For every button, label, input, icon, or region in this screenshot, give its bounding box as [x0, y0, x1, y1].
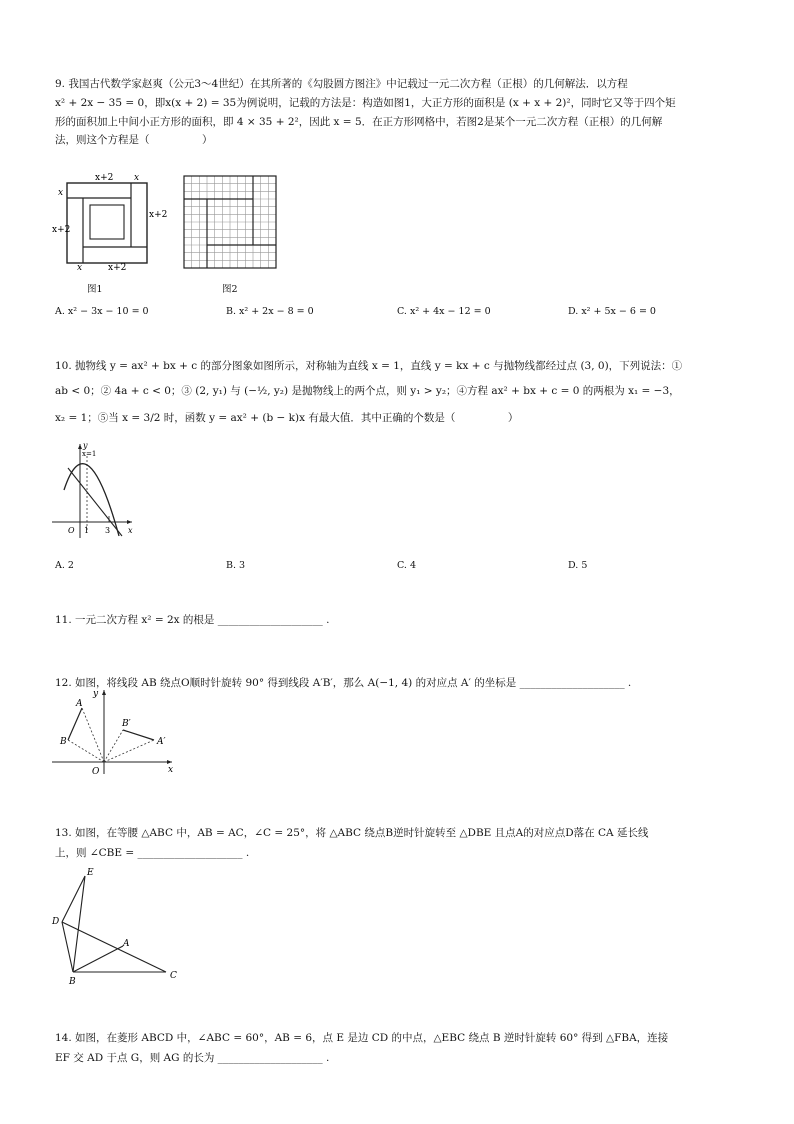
q13-line-2: 上，则 ∠CBE = ____________________ . [55, 847, 250, 859]
q9-line-4: 法，则这个方程是（ ） [55, 134, 213, 146]
q12-label-a1: A′ [157, 737, 166, 747]
q10-x-label: x [128, 526, 133, 535]
q10-tick-3: 3 [105, 526, 111, 535]
q10-axis-label: x=1 [82, 450, 97, 458]
q10-option-d[interactable]: D. 5 [568, 560, 588, 571]
q10-option-b[interactable]: B. 3 [226, 560, 246, 571]
fig1-label-right-x2: x+2 [149, 210, 168, 220]
q13-label-a: A [123, 939, 130, 949]
q14-line-1: 14. 如图，在菱形 ABCD 中，∠ABC = 60°，AB = 6，点 E 是边 CD 的中点，△EBC 绕点 B 逆时针旋转 60° 得到 △FBA，连接 [55, 1032, 669, 1044]
q12-label-x: x [168, 765, 174, 775]
q9-line-2: x² + 2x − 35 = 0，即x(x + 2) = 35为例说明，记载的方法是：构造如图1，大正方形的面积是 (x + x + 2)²，同时它又等于四个矩 [55, 97, 676, 109]
q9-option-c[interactable]: C. x² + 4x − 12 = 0 [397, 306, 491, 317]
q13-line-1: 13. 如图，在等腰 △ABC 中，AB = AC，∠C = 25°，将 △ABC 绕点B逆时针旋转至 △DBE 且点A的对应点D落在 CA 延长线 [55, 827, 649, 839]
q12-label-a: A [76, 699, 83, 709]
q12-text: 12. 如图，将线段 AB 绕点O顺时针旋转 90° 得到线段 A′B′，那么 A(−1, 4) 的对应点 A′ 的坐标是 ____________________ . [55, 677, 632, 689]
fig2-caption: 图2 [222, 284, 238, 295]
fig1-label-left-x2: x+2 [52, 225, 71, 235]
q10-option-c[interactable]: C. 4 [397, 560, 417, 571]
q9-line-3: 形的面积加上中间小正方形的面积，即 4 × 35 + 2²，因此 x = 5．在正方形网格中，若图2是某个一元二次方程（正根）的几何解 [55, 116, 663, 128]
q12-label-b1: B′ [122, 719, 131, 729]
q10-line-1: 10. 抛物线 y = ax² + bx + c 的部分图象如图所示，对称轴为直线 x = 1，直线 y = kx + c 与抛物线都经过点 (3, 0)，下列说法：① [55, 360, 683, 372]
q9-option-a[interactable]: A. x² − 3x − 10 = 0 [55, 306, 149, 317]
q9-option-b[interactable]: B. x² + 2x − 8 = 0 [226, 306, 314, 317]
q13-figure [50, 866, 185, 988]
q13-label-c: C [170, 971, 177, 981]
q10-line-2: ab < 0；② 4a + c < 0；③ (2, y₁) 与 (−½, y₂) 是抛物线上的两个点，则 y₁ > y₂；④方程 ax² + bx + c = 0 的两根为 x₁ = −3， [55, 385, 680, 397]
q12-label-b: B [60, 737, 67, 747]
q12-label-y: y [93, 689, 99, 699]
q12-figure [50, 688, 180, 776]
q13-label-e: E [87, 868, 94, 878]
q9-figure-2 [183, 175, 279, 271]
q10-tick-1: 1 [84, 526, 90, 535]
q10-graph [50, 440, 140, 540]
fig1-caption: 图1 [87, 284, 103, 295]
q13-label-b: B [69, 977, 76, 987]
q10-y-label: y [83, 441, 88, 450]
q9-line-1: 9. 我国古代数学家赵爽（公元3～4世纪）在其所著的《勾股圆方图注》中记载过一元二次方程（正根）的几何解法．以方程 [55, 78, 628, 90]
q12-label-o: O [92, 767, 100, 776]
q10-option-a[interactable]: A. 2 [55, 560, 74, 571]
fig1-label-top-x2: x+2 [95, 173, 114, 183]
fig1-label-left-x: x [58, 188, 64, 198]
q9-figure-1 [50, 170, 180, 272]
fig1-label-top-x: x [134, 173, 140, 183]
q11-text: 11. 一元二次方程 x² = 2x 的根是 ____________________ . [55, 614, 330, 626]
q13-label-d: D [52, 917, 60, 927]
fig1-label-bot-x: x [77, 263, 83, 272]
q10-origin-label: O [68, 526, 75, 535]
fig1-label-bot-x2: x+2 [108, 263, 127, 272]
q14-line-2: EF 交 AD 于点 G，则 AG 的长为 ____________________ . [55, 1052, 330, 1064]
q10-line-3: x₂ = 1；⑤当 x = 3/2 时，函数 y = ax² + (b − k)x 有最大值．其中正确的个数是（ ） [55, 412, 519, 424]
q9-option-d[interactable]: D. x² + 5x − 6 = 0 [568, 306, 656, 317]
